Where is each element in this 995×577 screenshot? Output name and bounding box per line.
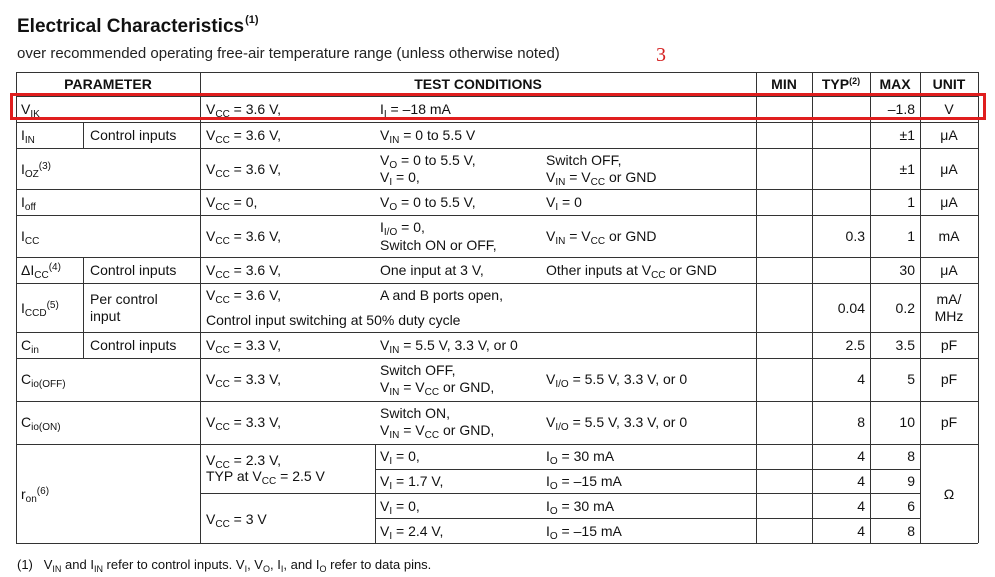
annotation-marker: 3 — [656, 44, 666, 66]
footnote: (1) $V_{IN}$ and $I_{IN}$ refer to control inputs. $V_I$, $V_O$, $I_I$, and $I_O$ refer to data pins. — [17, 557, 432, 574]
highlight-box — [10, 93, 986, 120]
section-title: Electrical Characteristics$^{(1)}$ — [17, 14, 259, 37]
section-subtitle: over recommended operating free-air temperature range (unless otherwise noted) — [17, 45, 560, 62]
